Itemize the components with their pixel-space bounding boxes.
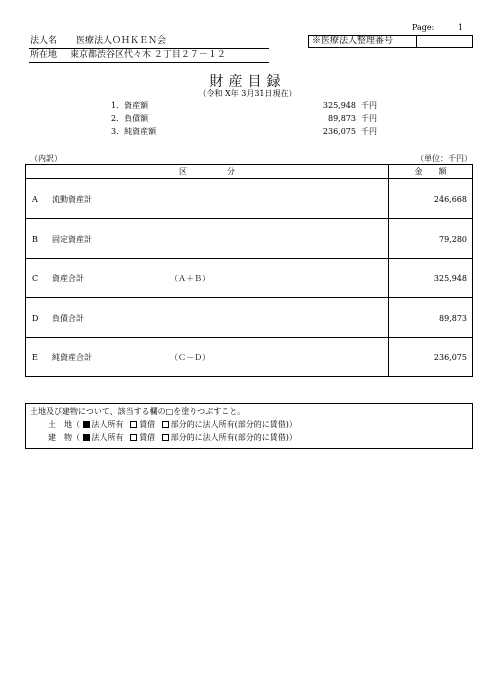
- land-row: [48, 420, 297, 430]
- owned-checkbox[interactable]: [83, 434, 90, 441]
- address-label: 所在地: [30, 50, 58, 60]
- partial-checkbox[interactable]: [162, 421, 169, 428]
- row-divider: [26, 258, 472, 259]
- building-row-label: 建 物（: [48, 433, 80, 442]
- row-amount: 246,668: [433, 195, 467, 204]
- reg-number-label: ※医療法人整理番号: [312, 36, 394, 46]
- summary-label: 2．負債額: [111, 114, 149, 123]
- row-label: 固定資産計: [52, 235, 92, 244]
- row-code: A: [32, 195, 38, 204]
- owned-label: 法人所有: [91, 420, 124, 429]
- row-code: E: [32, 353, 38, 362]
- summary-unit: 千円: [361, 127, 377, 136]
- header-divider: [26, 178, 472, 179]
- row-label: 純資産合計: [52, 353, 92, 362]
- row-label: 資産合計: [52, 274, 84, 283]
- unit-note: （単位：千円）: [416, 154, 472, 163]
- building-row: [48, 433, 297, 443]
- breakdown-note: （内訳）: [30, 154, 62, 163]
- partial-checkbox[interactable]: [162, 434, 169, 441]
- leased-checkbox[interactable]: [130, 434, 137, 441]
- row-formula: （Ａ＋Ｂ）: [170, 274, 210, 283]
- summary-label: 3．純資産額: [111, 127, 157, 136]
- address: 東京都渋谷区代々木 ２丁目２７－１２: [70, 50, 226, 60]
- row-divider: [26, 297, 472, 298]
- col-category-header: 区 分: [179, 167, 235, 176]
- building-row-close: ）: [288, 433, 297, 442]
- corp-name-label: 法人名: [30, 36, 58, 46]
- breakdown-table: [25, 164, 473, 377]
- row-code: B: [32, 235, 38, 244]
- corp-name-underline: [29, 48, 269, 49]
- leased-checkbox[interactable]: [130, 421, 137, 428]
- row-label: 負債合計: [52, 314, 84, 323]
- owned-label: 法人所有: [91, 433, 124, 442]
- row-code: C: [32, 274, 39, 283]
- partial-label: 部分的に法人所有(部分的に賃借): [170, 433, 289, 442]
- land-row-close: ）: [288, 420, 297, 429]
- land-building-section: [25, 403, 473, 449]
- page-number: 1: [458, 23, 464, 32]
- col-amount-header: 金 額: [414, 167, 447, 176]
- summary-unit: 千円: [361, 101, 377, 110]
- owned-checkbox[interactable]: [83, 421, 90, 428]
- summary-value: 89,873: [328, 114, 356, 123]
- title-date: （令和 X年 3月31日現在）: [198, 89, 297, 98]
- reg-number-divider: [416, 36, 417, 47]
- row-amount: 325,948: [433, 274, 467, 283]
- land-row-label: 土 地（: [48, 420, 80, 429]
- leased-label: 賃借: [139, 420, 156, 429]
- corp-name: 医療法人ＯＨＫＥＮ会: [76, 36, 167, 46]
- row-formula: （Ｃ－Ｄ）: [170, 353, 210, 362]
- row-divider: [26, 337, 472, 338]
- partial-label: 部分的に法人所有(部分的に賃借): [170, 420, 289, 429]
- land-note: 土地及び建物について、該当する欄の□を塗りつぶすこと。: [30, 407, 246, 416]
- row-amount: 89,873: [439, 314, 467, 323]
- summary-value: 236,075: [322, 127, 356, 136]
- page-title: 財産目録: [209, 74, 286, 90]
- address-underline: [29, 62, 269, 63]
- reg-number-box: [308, 35, 473, 48]
- summary-label: 1．資産額: [111, 101, 149, 110]
- row-label: 流動資産計: [52, 195, 92, 204]
- leased-label: 賃借: [139, 433, 156, 442]
- page-label: Page:: [412, 23, 435, 32]
- row-divider: [26, 218, 472, 219]
- summary-value: 325,948: [322, 101, 356, 110]
- row-amount: 79,280: [439, 235, 467, 244]
- summary-unit: 千円: [361, 114, 377, 123]
- row-code: D: [32, 314, 39, 323]
- row-amount: 236,075: [433, 353, 467, 362]
